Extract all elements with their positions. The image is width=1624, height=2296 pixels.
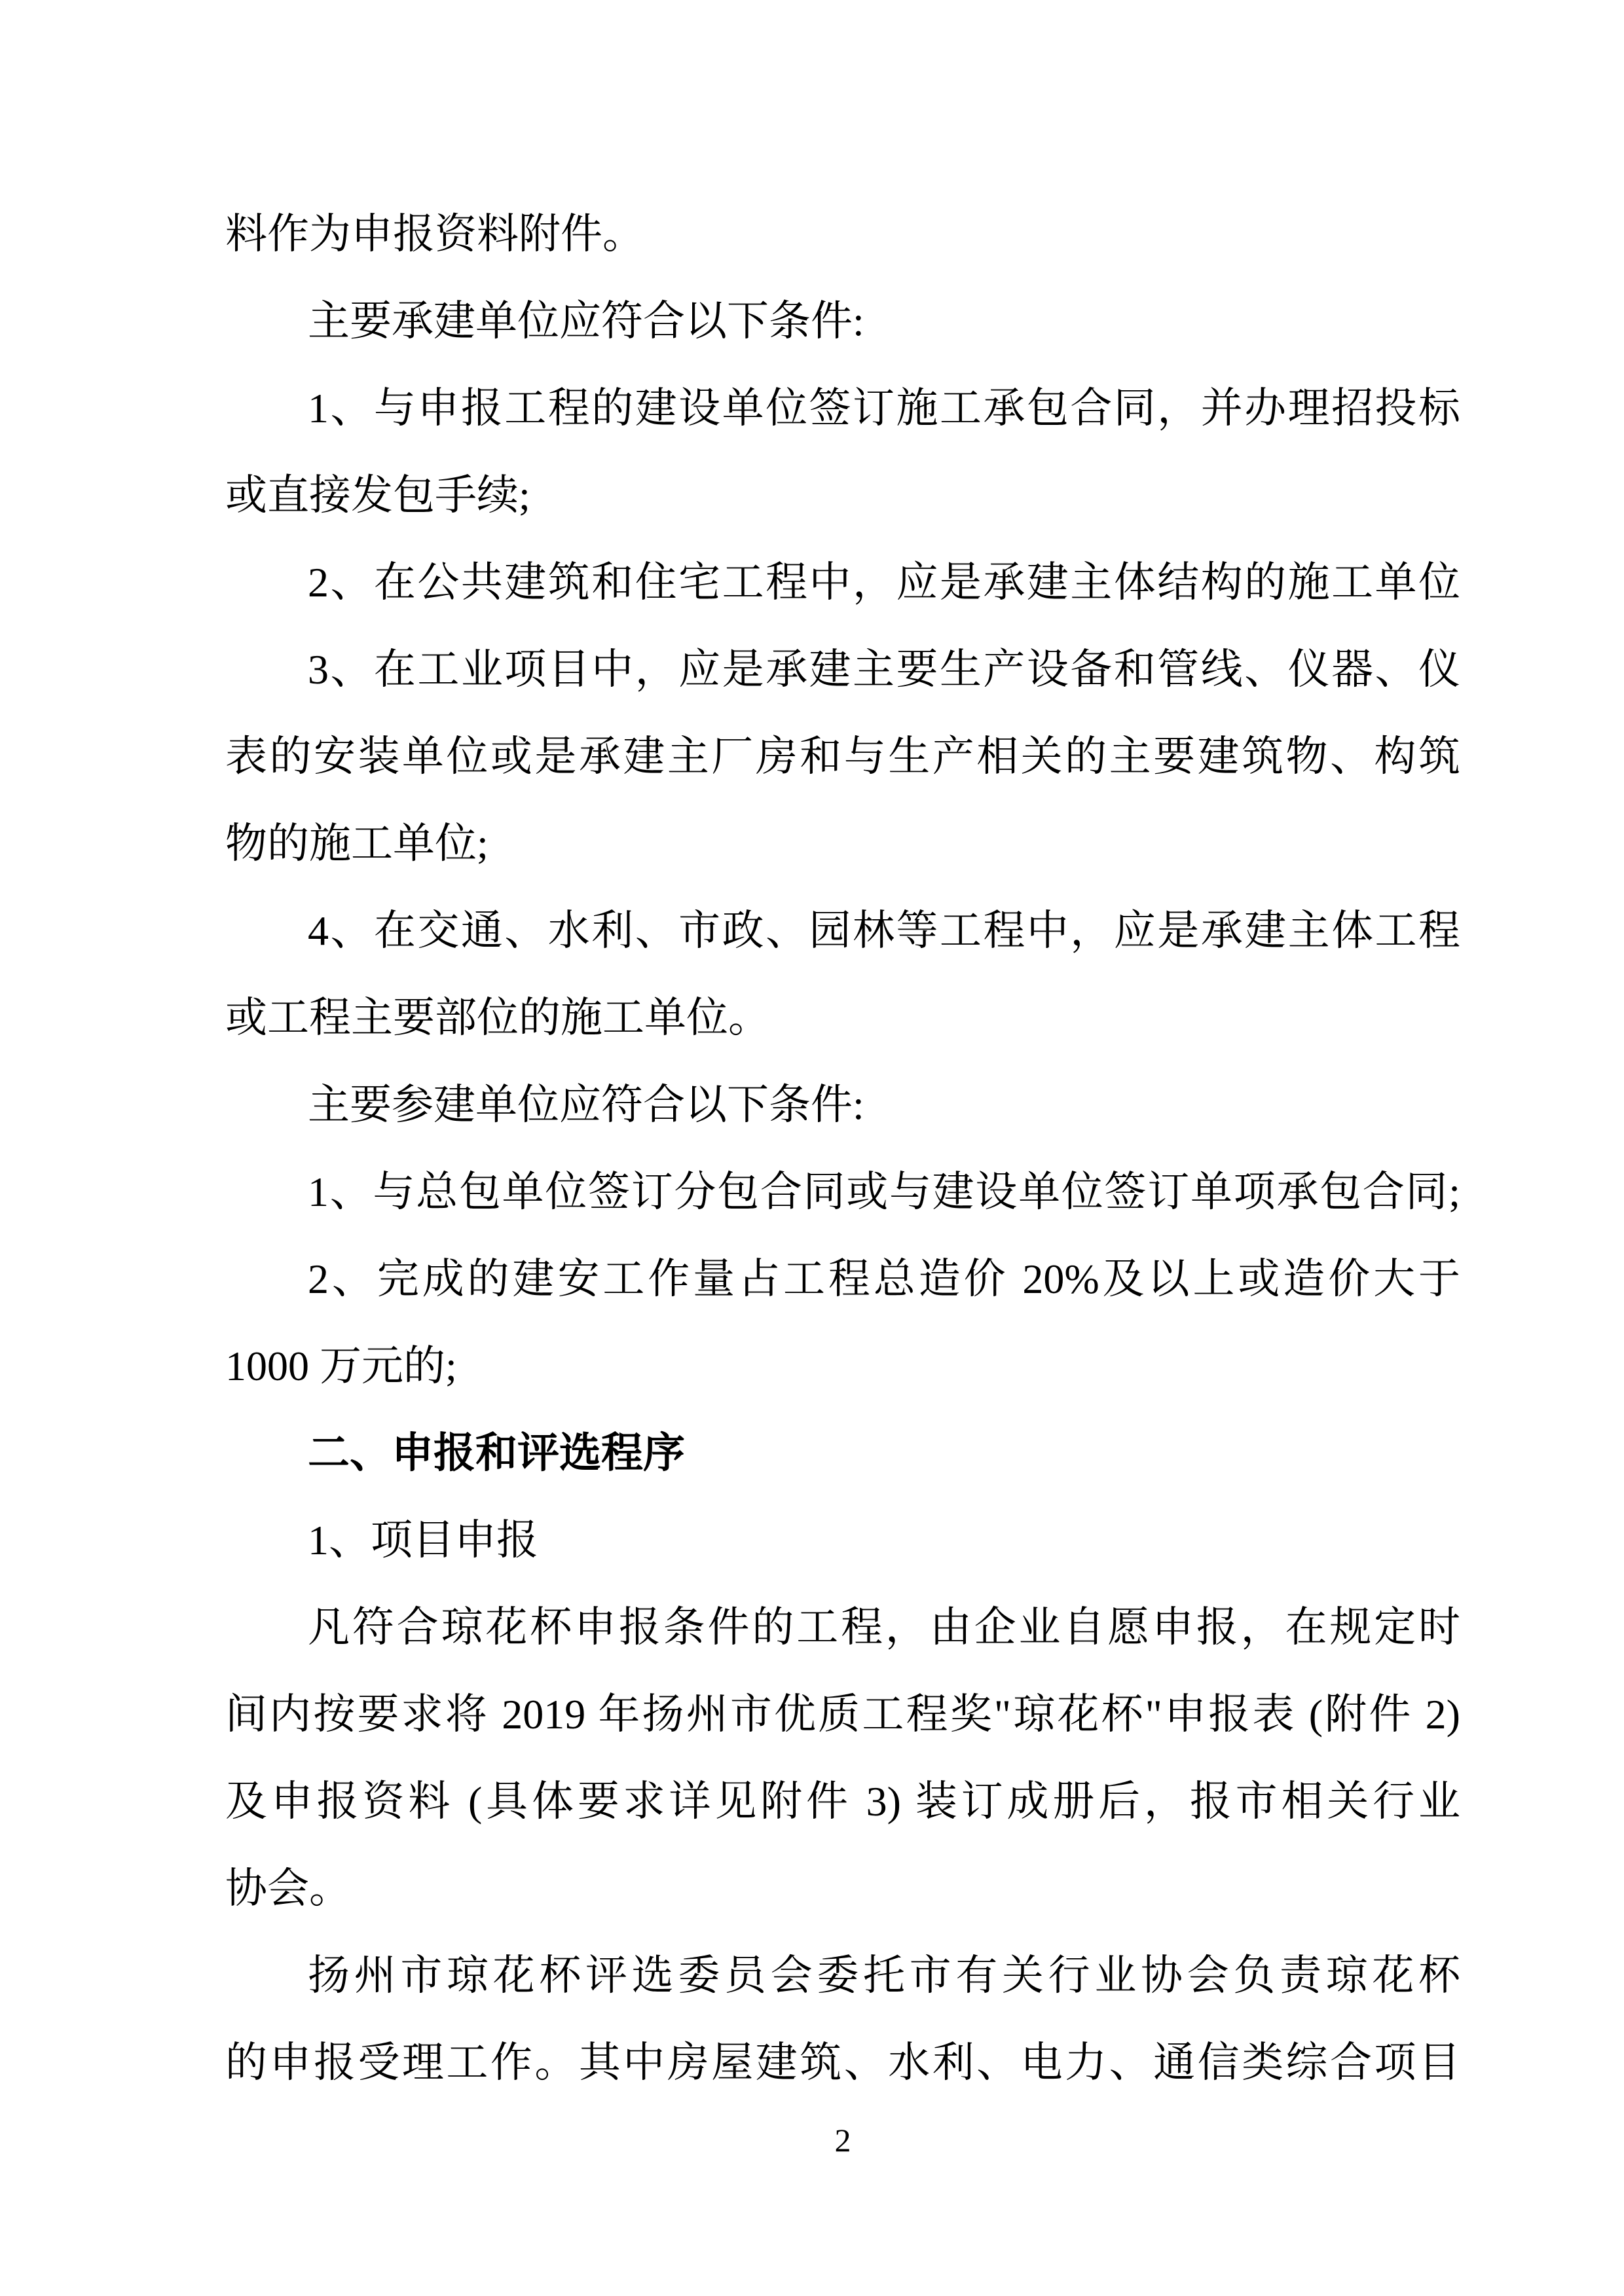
text-line: 2、完成的建安工作量占工程总造价 20%及以上或造价大于 bbox=[308, 1256, 1460, 1302]
text-line: 间内按要求将 2019 年扬州市优质工程奖"琼花杯"申报表 (附件 2) bbox=[225, 1691, 1460, 1738]
section-heading: 二、申报和评选程序 bbox=[308, 1430, 685, 1476]
text-line: 1、项目申报 bbox=[308, 1517, 538, 1563]
text-line: 1、与总包单位签订分包合同或与建设单位签订单项承包合同; bbox=[308, 1169, 1460, 1215]
text-line: 的申报受理工作。其中房屋建筑、水利、电力、通信类综合项目 bbox=[225, 2039, 1460, 2086]
text-line: 2、在公共建筑和住宅工程中，应是承建主体结构的施工单位 bbox=[308, 559, 1460, 606]
text-line: 或工程主要部位的施工单位。 bbox=[225, 994, 770, 1041]
text-line: 表的安装单位或是承建主厂房和与生产相关的主要建筑物、构筑 bbox=[225, 733, 1460, 780]
text-line: 主要参建单位应符合以下条件: bbox=[308, 1082, 864, 1128]
text-line: 及申报资料 (具体要求详见附件 3) 装订成册后，报市相关行业 bbox=[225, 1778, 1460, 1825]
text-line: 协会。 bbox=[225, 1865, 351, 1912]
text-line: 或直接发包手续; bbox=[225, 472, 530, 519]
text-line: 1000 万元的; bbox=[225, 1343, 457, 1389]
document-body bbox=[225, 191, 1460, 2106]
text-line: 扬州市琼花杯评选委员会委托市有关行业协会负责琼花杯 bbox=[308, 1952, 1460, 1999]
text-line: 物的施工单位; bbox=[225, 820, 489, 867]
text-line: 1、与申报工程的建设单位签订施工承包合同，并办理招投标 bbox=[308, 385, 1460, 431]
text-line: 凡符合琼花杯申报条件的工程，由企业自愿申报，在规定时 bbox=[308, 1604, 1460, 1650]
text-line: 4、在交通、水利、市政、园林等工程中，应是承建主体工程 bbox=[308, 907, 1460, 954]
text-line: 主要承建单位应符合以下条件: bbox=[308, 298, 864, 344]
page-number: 2 bbox=[834, 2122, 851, 2159]
text-line: 料作为申报资料附件。 bbox=[225, 211, 644, 257]
text-line: 3、在工业项目中，应是承建主要生产设备和管线、仪器、仪 bbox=[308, 646, 1460, 693]
